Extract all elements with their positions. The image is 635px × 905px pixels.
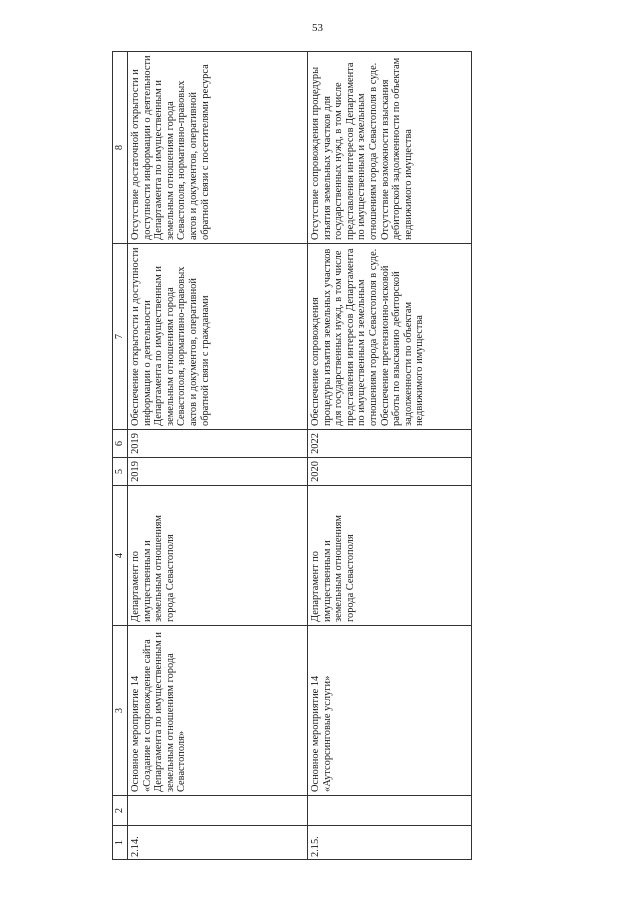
rotated-table-wrapper (112, 52, 472, 860)
header-cell: 6 (113, 430, 128, 458)
header-cell: 5 (113, 458, 128, 486)
header-cell: 2 (113, 796, 128, 826)
header-cell: 8 (113, 52, 128, 244)
event-name: Основное мероприятие 14 «Создание и сопровождение сайта Департамента по имущественным и земельным отношениям города Севастополя» (128, 626, 308, 796)
row-number: 2.14. (128, 826, 308, 860)
table-row (308, 52, 472, 860)
executor: Департамент по имущественным и земельным отношениям города Севастополя (128, 486, 308, 626)
page-number: 53 (312, 22, 323, 34)
header-cell: 7 (113, 244, 128, 430)
header-cell: 4 (113, 486, 128, 626)
expected-result: Обеспечение открытости и доступности информации о деятельности Департамента по имущественным и земельным отношениям города Севастополя, нормативно-правовых актов и документов, оперативной обратной связи с гражданами (128, 244, 308, 430)
event-name: Основное мероприятие 14 «Аутсорсинговые услуги» (308, 626, 472, 796)
end-year: 2022 (308, 430, 472, 458)
consequence: Отсутствие сопровождения процедуры изъятия земельных участков для государственных нужд, в том числе представления интересов Департамента по имущественным и земельным отношениям города Севастополя в суде. Отсутствие возможности взыскания дебиторской задолженности по объектам недвижимого имущества (308, 52, 472, 244)
start-year: 2020 (308, 458, 472, 486)
header-row (113, 52, 128, 860)
header-cell: 1 (113, 826, 128, 860)
table-row (128, 52, 308, 860)
row-number: 2.15. (308, 826, 472, 860)
start-year: 2019 (128, 458, 308, 486)
row-col2 (128, 796, 308, 826)
end-year: 2019 (128, 430, 308, 458)
executor: Департамент по имущественным и земельным отношениям города Севастополя (308, 486, 472, 626)
consequence: Отсутствие достаточной открытости и доступности информации о деятельности Департамента по имущественным и земельным отношениям города Севастополя, нормативно-правовых актов и документов, оперативной обратной связи с посетителями ресурса (128, 52, 308, 244)
expected-result: Обеспечение сопровождения процедуры изъятия земельных участков для государственных нужд, в том числе представления интересов Департамента по имущественным и земельным отношениям города Севастополя в суде. Обеспечение претензионно-исковой работы по взысканию дебиторской задолженности по объектам недвижимого имущества (308, 244, 472, 430)
header-cell: 3 (113, 626, 128, 796)
measures-table (112, 51, 472, 860)
row-col2 (308, 796, 472, 826)
